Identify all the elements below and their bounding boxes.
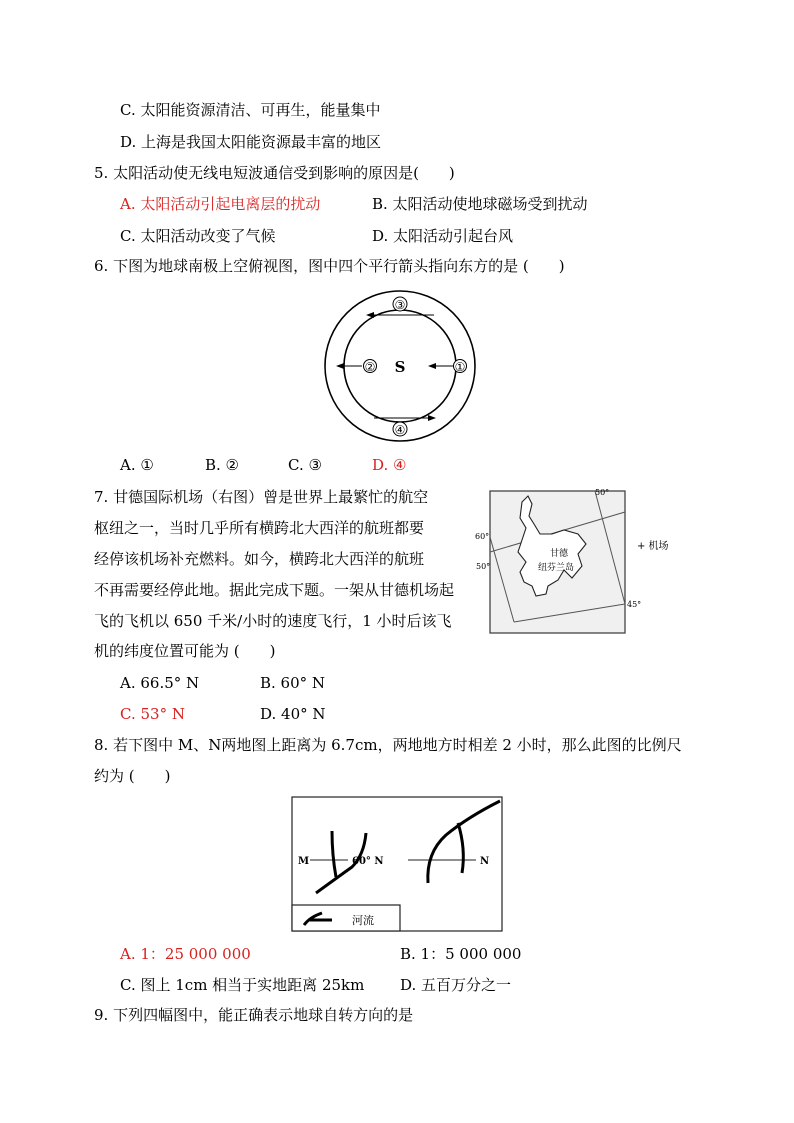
arrow-4-label: ④: [394, 423, 406, 437]
gander-map: [474, 482, 684, 640]
q7-option-c: C. 53° N: [120, 705, 185, 723]
q8-option-c: C. 图上 1cm 相当于实地距离 25km: [120, 976, 365, 994]
q5-option-b: B. 太阳活动使地球磁场受到扰动: [372, 195, 588, 213]
q7-line-5: 飞的飞机以 650 千米/小时的速度飞行，1 小时后该飞: [94, 612, 452, 630]
legend-label: 河流: [352, 914, 374, 927]
arrow-3-label: ③: [394, 298, 406, 312]
label-n: N: [480, 856, 490, 867]
q7-option-a: A. 66.5° N: [120, 674, 200, 692]
q5-option-c: C. 太阳活动改变了气候: [120, 227, 276, 245]
q8-stem-line-2: 约为 ( ): [94, 767, 171, 785]
q6-stem: 6. 下图为地球南极上空俯视图，图中四个平行箭头指向东方的是 ( ): [94, 257, 565, 275]
river-map: [288, 793, 508, 935]
q4-option-d: D. 上海是我国太阳能资源最丰富的地区: [120, 133, 382, 151]
q6-option-d: D. ④: [372, 456, 407, 474]
q8-option-a: A. 1：25 000 000: [120, 945, 251, 963]
legend-box: [292, 905, 400, 931]
arrow-2-label: ②: [364, 360, 376, 374]
south-pole-label: S: [394, 358, 406, 376]
q6-option-b: B. ②: [205, 456, 240, 474]
q6-option-a: A. ①: [120, 456, 154, 474]
arrow-1-label: ①: [454, 360, 466, 374]
q8-option-b: B. 1：5 000 000: [400, 945, 522, 963]
q7-line-3: 经停该机场补充燃料。如今，横跨北大西洋的航班: [94, 550, 425, 568]
south-pole-diagram: [322, 288, 482, 448]
label-lat-45: 45°: [627, 600, 642, 609]
q7-line-1: 7. 甘德国际机场（右图）曾是世界上最繁忙的航空: [94, 488, 429, 506]
q7-option-d: D. 40° N: [260, 705, 326, 723]
label-newfoundland: 纽芬兰岛: [538, 563, 575, 573]
q7-option-b: B. 60° N: [260, 674, 326, 692]
q9-stem: 9. 下列四幅图中，能正确表示地球自转方向的是: [94, 1006, 414, 1024]
q7-line-2: 枢纽之一，当时几乎所有横跨北大西洋的航班都要: [94, 519, 425, 537]
label-gander: 甘德: [550, 549, 569, 559]
label-lat-60: 60°: [475, 532, 490, 541]
q5-option-a: A. 太阳活动引起电离层的扰动: [120, 195, 321, 213]
q7-line-6: 机的纬度位置可能为 ( ): [94, 642, 276, 660]
q8-option-d: D. 五百万分之一: [400, 976, 512, 994]
q4-option-c: C. 太阳能资源清洁、可再生，能量集中: [120, 101, 381, 119]
label-lat-50-top: 50°: [595, 488, 610, 497]
label-lat-50-left: 50°: [476, 562, 491, 571]
q8-stem-line-1: 8. 若下图中 M、N两地图上距离为 6.7cm，两地地方时相差 2 小时，那么此图的比例尺: [94, 736, 682, 754]
airport-legend: + 机场: [637, 541, 669, 552]
q7-line-4: 不再需要经停此地。据此完成下题。一架从甘德机场起: [94, 581, 455, 599]
q6-option-c: C. ③: [288, 456, 322, 474]
label-m: M: [298, 856, 310, 867]
label-lat-60n: 60° N: [352, 856, 384, 867]
q5-option-d: D. 太阳活动引起台风: [372, 227, 514, 245]
q5-stem: 5. 太阳活动使无线电短波通信受到影响的原因是( ): [94, 164, 455, 182]
